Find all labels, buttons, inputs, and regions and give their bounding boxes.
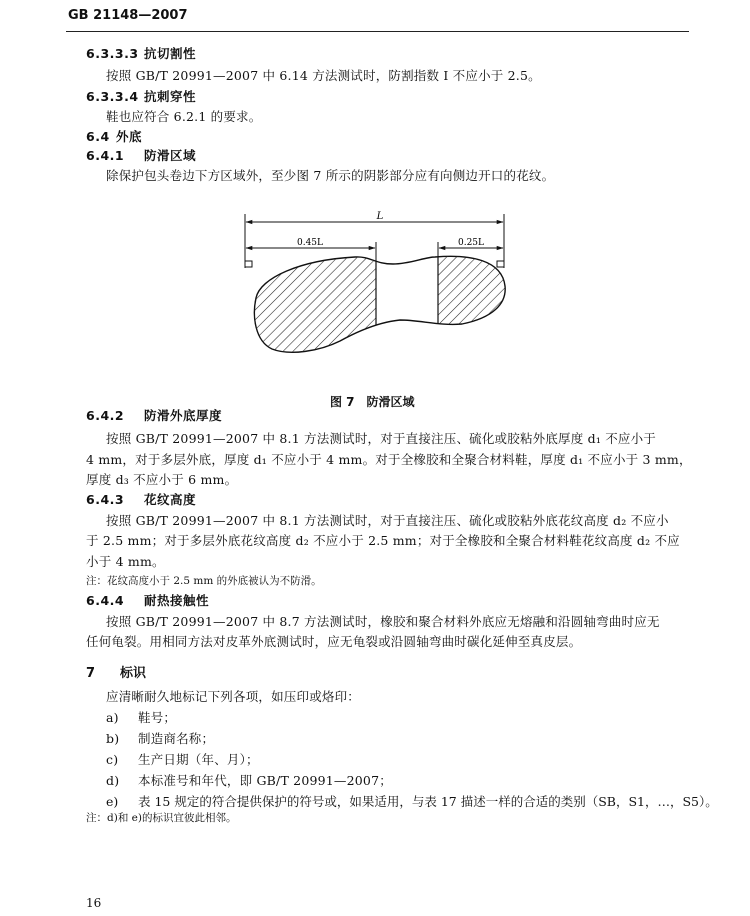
paragraph-6-4-2-line3: 厚度 d₃ 不应小于 6 mm。 (86, 472, 238, 487)
heading-6-4-2: 6.4.2 防滑外底厚度 (86, 408, 223, 423)
paragraph-6-4-4-line1: 按照 GB/T 20991—2007 中 8.7 方法测试时，橡胶和聚合材料外底应无熔融和沿圆轴弯曲时应无 (106, 614, 660, 629)
paragraph-6-4-3-line3: 小于 4 mm。 (86, 554, 165, 569)
label-l: L (376, 211, 384, 222)
paragraph-6-4-1: 除保护包头卷边下方区域外，至少图 7 所示的阴影部分应有向侧边开口的花纹。 (106, 168, 555, 183)
paragraph-6-3-3-3: 按照 GB/T 20991—2007 中 6.14 方法测试时，防割指数 I 不应小于 2.5。 (106, 68, 541, 83)
paragraph-6-3-3-4: 鞋也应符合 6.2.1 的要求。 (106, 109, 262, 124)
heading-6-4-4: 6.4.4 耐热接触性 (86, 593, 210, 608)
label-045l: 0.45L (296, 238, 324, 248)
note-7: 注：d)和 e)的标识宜彼此相邻。 (86, 812, 237, 824)
document-code: GB 21148—2007 (68, 8, 188, 23)
list-item-a: a) 鞋号； (106, 710, 177, 725)
page-number: 16 (86, 896, 102, 910)
note-6-4-3: 注：花纹高度小于 2.5 mm 的外底被认为不防滑。 (86, 575, 322, 587)
sole-diagram (230, 206, 520, 386)
label-025l: 0.25L (457, 238, 485, 248)
header-rule (66, 31, 689, 32)
paragraph-7-intro: 应清晰耐久地标记下列各项，如压印或烙印： (106, 689, 361, 704)
list-item-c: c) 生产日期（年、月）； (106, 752, 259, 767)
heading-6-4: 6.4 外底 (86, 129, 143, 144)
paragraph-6-4-2-line2: 4 mm，对于多层外底，厚度 d₁ 不应小于 4 mm。对于全橡胶和全聚合材料鞋，厚度 d₁ 不应小于 3 mm， (86, 452, 692, 467)
paragraph-6-4-2-line1: 按照 GB/T 20991—2007 中 8.1 方法测试时，对于直接注压、硫化或胶粘外底厚度 d₁ 不应小于 (106, 431, 657, 446)
paragraph-6-4-4-line2: 任何龟裂。用相同方法对皮革外底测试时，应无龟裂或沿圆轴弯曲时碳化延伸至真皮层。 (86, 634, 582, 649)
list-item-b: b) 制造商名称； (106, 731, 215, 746)
heading-6-3-3-4: 6.3.3.4 抗刺穿性 (86, 89, 197, 104)
heading-6-3-3-3: 6.3.3.3 抗切割性 (86, 46, 197, 61)
heading-6-4-1: 6.4.1 防滑区域 (86, 148, 197, 163)
heading-7: 7 标识 (86, 666, 147, 681)
list-item-e: e) 表 15 规定的符合提供保护的符号或，如果适用，与表 17 描述一样的合适的类别（SB，S1，…，S5）。 (106, 794, 718, 809)
list-item-d: d) 本标准号和年代，即 GB/T 20991—2007； (106, 773, 392, 788)
paragraph-6-4-3-line2: 于 2.5 mm；对于多层外底花纹高度 d₂ 不应小于 2.5 mm；对于全橡胶和全聚合材料鞋花纹高度 d₂ 不应 (86, 533, 680, 548)
figure-caption: 图 7 防滑区域 (330, 395, 415, 409)
heading-6-4-3: 6.4.3 花纹高度 (86, 492, 197, 507)
paragraph-6-4-3-line1: 按照 GB/T 20991—2007 中 8.1 方法测试时，对于直接注压、硫化或胶粘外底花纹高度 d₂ 不应小 (106, 513, 669, 528)
hatched-heel-zone (438, 246, 518, 366)
hatched-forefoot-zone (240, 246, 376, 366)
